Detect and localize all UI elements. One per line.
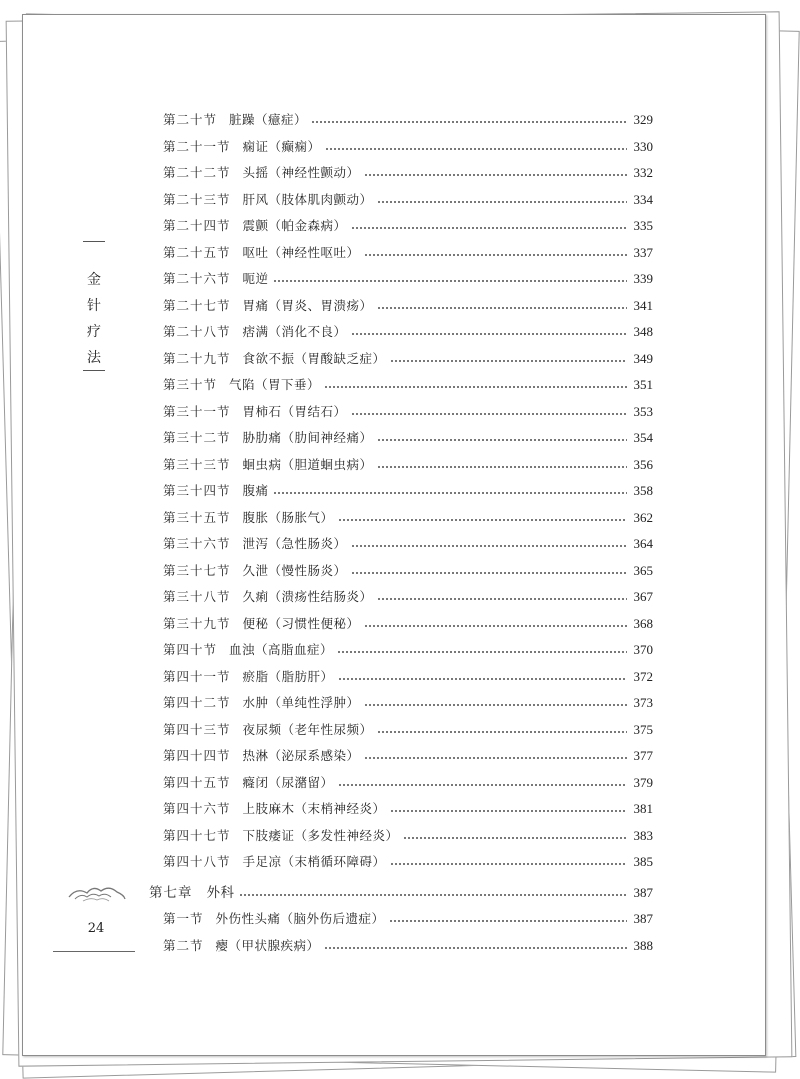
entry-label	[163, 481, 269, 499]
section-number: 第二十四节	[163, 218, 231, 233]
chapter-title: 外科	[206, 884, 235, 901]
toc-entry	[163, 587, 653, 607]
entry-label	[163, 852, 386, 870]
section-number: 第一节	[163, 911, 204, 926]
entry-label	[163, 349, 386, 367]
section-number: 第四十一节	[163, 668, 231, 684]
dot-leader	[390, 854, 627, 866]
dot-leader	[364, 165, 627, 177]
entry-label	[163, 773, 334, 791]
dot-leader	[364, 748, 627, 760]
section-title: 痞满（消化不良）	[242, 324, 347, 339]
dot-leader	[364, 695, 627, 707]
entry-label	[163, 508, 334, 526]
dot-leader	[324, 938, 627, 950]
section-number: 第三十九节	[163, 615, 231, 631]
title-char: 疗	[87, 324, 101, 340]
chapter-number: 第七章	[149, 884, 193, 901]
toc-entry	[163, 402, 653, 422]
section-number: 第四十六节	[163, 801, 231, 816]
section-title: 呕吐（神经性呕吐）	[242, 244, 360, 260]
entry-label	[163, 428, 373, 446]
title-char: 金	[87, 272, 101, 288]
entry-page-number: 330	[633, 138, 653, 154]
entry-page-number: 365	[633, 562, 653, 578]
entry-label	[163, 667, 334, 685]
toc-entry	[163, 799, 653, 819]
section-title: 脏躁（癔症）	[229, 112, 308, 127]
section-title: 上肢麻木（末梢神经炎）	[242, 801, 386, 816]
toc-entry	[163, 481, 653, 501]
section-title: 头摇（神经性颤动）	[242, 165, 360, 180]
entry-label	[163, 402, 347, 420]
entry-page-number: 351	[633, 377, 653, 392]
section-number: 第四十七节	[163, 827, 231, 843]
entry-page-number: 358	[633, 483, 653, 498]
toc-entry	[163, 269, 653, 289]
section-title: 震颤（帕金森病）	[242, 218, 347, 233]
toc-entry	[163, 667, 653, 687]
section-title: 便秘（习惯性便秘）	[242, 615, 360, 631]
section-number: 第二十六节	[163, 271, 231, 286]
dot-leader	[351, 563, 627, 575]
section-title: 手足凉（末梢循环障碍）	[242, 854, 386, 869]
dot-leader	[311, 112, 627, 124]
entry-page-number: 337	[633, 244, 653, 260]
entry-label	[163, 269, 269, 287]
entry-label	[163, 936, 320, 954]
dot-leader	[377, 589, 627, 601]
entry-label	[163, 909, 385, 927]
dot-leader	[377, 298, 627, 310]
entry-page-number: 370	[633, 642, 653, 657]
dot-leader	[273, 483, 627, 495]
section-title: 外伤性头痛（脑外伤后遗症）	[215, 911, 385, 926]
title-char: 针	[87, 298, 101, 314]
entry-page-number: 334	[633, 191, 653, 207]
section-title: 泄泻（急性肠炎）	[242, 536, 347, 551]
entry-label	[163, 296, 373, 314]
toc-entry	[163, 614, 653, 634]
entry-page-number: 353	[633, 403, 653, 419]
toc-entry	[163, 693, 653, 713]
toc-entry	[163, 720, 653, 740]
entry-label	[163, 534, 347, 552]
section-title: 腹痛	[242, 483, 269, 498]
toc-entry	[163, 508, 653, 528]
section-number: 第二十九节	[163, 350, 231, 366]
entry-page-number: 354	[633, 430, 653, 445]
entry-page-number: 373	[633, 695, 653, 710]
dot-leader	[377, 457, 627, 469]
section-number: 第二十二节	[163, 165, 231, 180]
toc-entry	[163, 534, 653, 554]
entry-page-number: 388	[633, 937, 653, 953]
section-title: 热淋（泌尿系感染）	[242, 748, 360, 763]
entry-label	[149, 881, 235, 901]
section-title: 蛔虫病（胆道蛔虫病）	[242, 456, 373, 472]
dot-leader	[351, 324, 627, 336]
section-title: 腹胀（肠胀气）	[242, 509, 334, 525]
section-number: 第三十八节	[163, 589, 231, 604]
section-number: 第三十二节	[163, 430, 231, 445]
entry-label	[163, 322, 347, 340]
entry-page-number: 381	[633, 801, 653, 816]
entry-page-number: 341	[633, 297, 653, 313]
toc-entry	[163, 852, 653, 872]
toc-entry	[163, 773, 653, 793]
entry-label	[163, 455, 373, 473]
entry-label	[163, 693, 360, 711]
dot-leader	[377, 430, 627, 442]
entry-label	[163, 746, 360, 764]
section-title: 瘿（甲状腺疾病）	[215, 937, 320, 953]
entry-page-number: 385	[633, 854, 653, 869]
section-title: 胃痛（胃炎、胃溃疡）	[242, 297, 373, 313]
section-number: 第四十三节	[163, 721, 231, 737]
section-title: 气陷（胃下垂）	[229, 377, 321, 392]
dot-leader	[351, 404, 627, 416]
entry-label	[163, 190, 373, 208]
section-number: 第三十五节	[163, 509, 231, 525]
dot-leader	[403, 828, 627, 840]
toc-entry	[163, 826, 653, 846]
entry-label	[163, 561, 347, 579]
section-title: 瘀脂（脂肪肝）	[242, 668, 334, 684]
dot-leader	[351, 536, 627, 548]
dot-leader	[377, 722, 627, 734]
entry-page-number: 377	[633, 748, 653, 763]
toc-entry	[163, 746, 653, 766]
entry-page-number: 368	[633, 615, 653, 631]
section-number: 第四十八节	[163, 854, 231, 869]
section-number: 第四十四节	[163, 748, 231, 763]
dot-leader	[338, 669, 627, 681]
entry-page-number: 387	[633, 911, 653, 926]
toc-entry	[163, 455, 653, 475]
entry-label	[163, 640, 333, 658]
entry-page-number: 362	[633, 509, 653, 525]
title-char: 法	[87, 350, 101, 366]
dot-leader	[390, 801, 627, 813]
toc-entry	[163, 909, 653, 929]
entry-label	[163, 799, 386, 817]
dot-leader	[390, 351, 627, 363]
section-title: 食欲不振（胃酸缺乏症）	[242, 350, 386, 366]
section-number: 第二十七节	[163, 297, 231, 313]
entry-label	[163, 614, 360, 632]
dot-leader	[338, 775, 627, 787]
entry-page-number: 356	[633, 456, 653, 472]
section-title: 久痢（溃疡性结肠炎）	[242, 589, 373, 604]
entry-page-number: 349	[633, 350, 653, 366]
entry-label	[163, 587, 373, 605]
entry-label	[163, 163, 360, 181]
section-number: 第三十六节	[163, 536, 231, 551]
toc-entry	[163, 190, 653, 210]
section-number: 第四十节	[163, 642, 218, 657]
entry-page-number: 329	[633, 112, 653, 127]
entry-label	[163, 375, 320, 393]
entry-page-number: 335	[633, 218, 653, 233]
toc-entry	[163, 137, 653, 157]
entry-label	[163, 720, 373, 738]
entry-label	[163, 110, 307, 128]
section-title: 血浊（高脂血症）	[229, 642, 334, 657]
entry-page-number: 364	[633, 536, 653, 551]
section-title: 水肿（单纯性浮肿）	[242, 695, 360, 710]
entry-page-number: 379	[633, 774, 653, 790]
section-title: 久泄（慢性肠炎）	[242, 562, 347, 578]
entry-label	[163, 243, 360, 261]
section-title: 胁肋痛（肋间神经痛）	[242, 430, 373, 445]
dot-leader	[324, 377, 627, 389]
section-title: 胃柿石（胃结石）	[242, 403, 347, 419]
section-title: 肝风（肢体肌肉颤动）	[242, 191, 373, 207]
section-number: 第四十二节	[163, 695, 231, 710]
dot-leader	[351, 218, 627, 230]
section-number: 第二节	[163, 937, 204, 953]
section-title: 夜尿频（老年性尿频）	[242, 721, 373, 737]
section-title: 癃闭（尿潴留）	[242, 774, 334, 790]
section-number: 第三十四节	[163, 483, 231, 498]
toc-entry	[163, 428, 653, 448]
entry-label	[163, 826, 399, 844]
dot-leader	[377, 192, 627, 204]
section-number: 第二十五节	[163, 244, 231, 260]
toc-entry	[163, 243, 653, 263]
table-of-contents	[23, 15, 765, 1055]
section-number: 第三十节	[163, 377, 218, 392]
entry-page-number: 375	[633, 721, 653, 737]
entry-page-number: 372	[633, 668, 653, 684]
toc-entry	[163, 936, 653, 956]
dot-leader	[338, 510, 627, 522]
dot-leader	[389, 911, 627, 923]
section-title: 痫证（癫痫）	[242, 138, 321, 154]
entry-label	[163, 216, 347, 234]
toc-entry	[163, 375, 653, 395]
page-number: 24	[87, 921, 105, 936]
entry-page-number: 339	[633, 271, 653, 286]
toc-entry	[163, 640, 653, 660]
section-number: 第四十五节	[163, 774, 231, 790]
toc-entry	[163, 163, 653, 183]
section-title: 下肢痿证（多发性神经炎）	[242, 827, 399, 843]
toc-entry	[163, 561, 653, 581]
dot-leader	[239, 885, 628, 897]
section-number: 第二十一节	[163, 138, 231, 154]
section-number: 第二十三节	[163, 191, 231, 207]
section-number: 第三十七节	[163, 562, 231, 578]
dot-leader	[273, 271, 627, 283]
entry-page-number: 387	[633, 884, 653, 900]
book-page	[22, 14, 766, 1056]
entry-page-number: 348	[633, 324, 653, 339]
toc-entry	[163, 349, 653, 369]
toc-entry	[163, 296, 653, 316]
dot-leader	[364, 245, 627, 257]
dot-leader	[364, 616, 627, 628]
section-title: 呃逆	[242, 271, 269, 286]
toc-entry	[163, 110, 653, 130]
entry-page-number: 367	[633, 589, 653, 604]
chapter-entry	[149, 881, 653, 901]
dot-leader	[325, 139, 627, 151]
toc-entry	[163, 216, 653, 236]
section-number: 第三十三节	[163, 456, 231, 472]
dot-leader	[337, 642, 627, 654]
toc-entry	[163, 322, 653, 342]
entry-page-number: 383	[633, 827, 653, 843]
section-number: 第二十节	[163, 112, 218, 127]
section-number: 第二十八节	[163, 324, 231, 339]
entry-label	[163, 137, 321, 155]
section-number: 第三十一节	[163, 403, 231, 419]
entry-page-number: 332	[633, 165, 653, 180]
